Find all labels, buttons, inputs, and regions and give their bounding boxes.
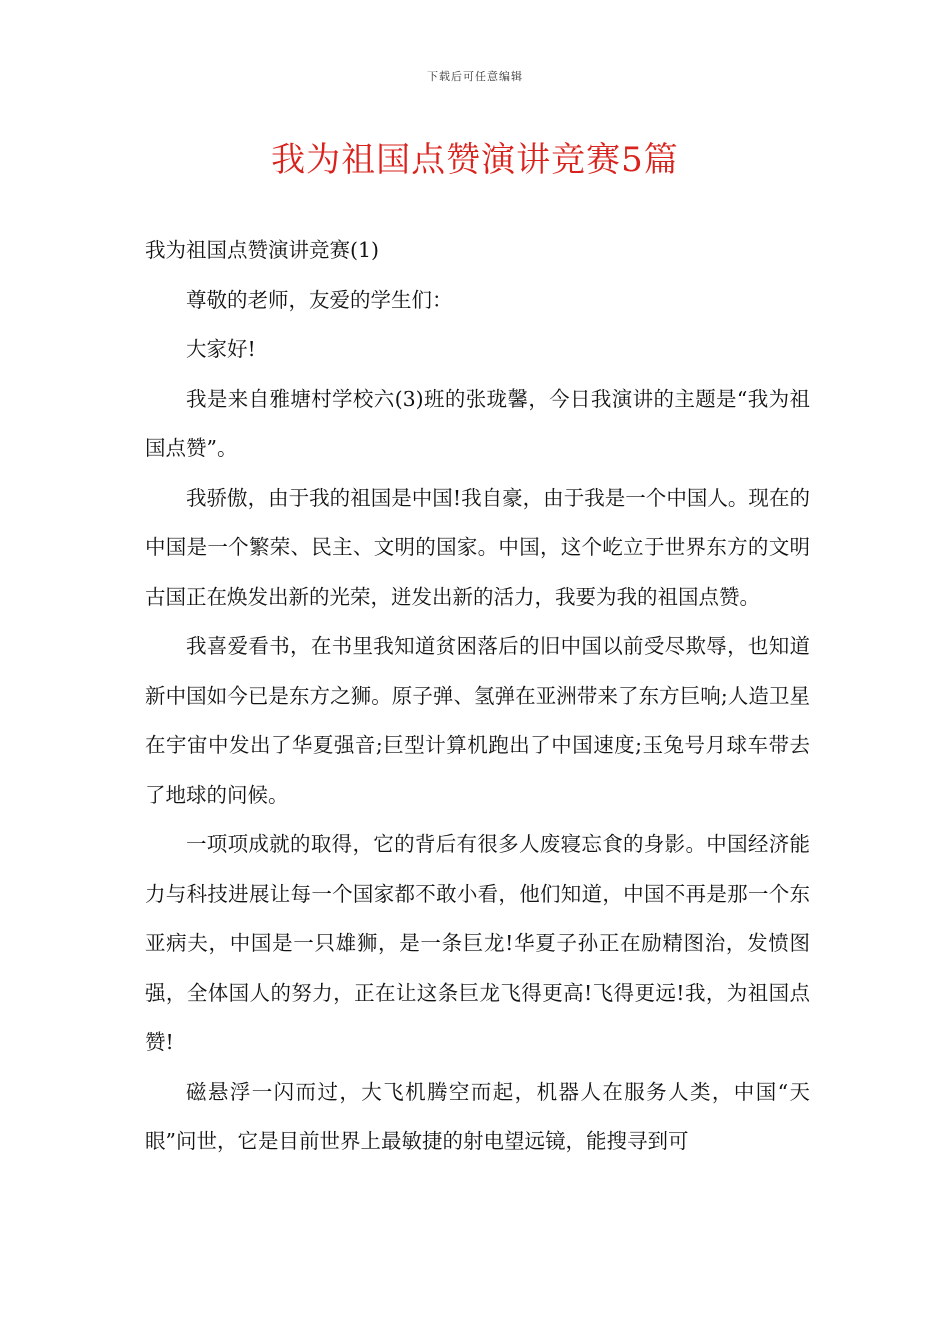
paragraph-greeting: 大家好! xyxy=(186,337,256,361)
paragraph-achievements: 一项项成就的取得，它的背后有很多人废寝忘食的身影。中国经济能力与科技进展让每一个国家都不敢小看，他们知道，中国不再是那一个东亚病夫，中国是一只雄狮，是一条巨龙!华夏子孙正在励精图治，发愤图强，全体国人的努力，正在让这条巨龙飞得更高!飞得更远!我，为祖国点赞! xyxy=(145,832,810,1054)
paragraph-technology: 磁悬浮一闪而过，大飞机腾空而起，机器人在服务人类，中国“天眼”问世，它是目前世界上最敏捷的射电望远镜，能搜寻到可 xyxy=(145,1079,810,1153)
paragraph-greeting-audience: 尊敬的老师，友爱的学生们： xyxy=(186,287,453,312)
paragraph-history: 我喜爱看书，在书里我知道贫困落后的旧中国以前受尽欺辱，也知道新中国如今已是东方之狮。原子弹、氢弹在亚洲带来了东方巨响;人造卫星在宇宙中发出了华夏强音;巨型计算机跑出了中国速度;玉兔号月球车带去了地球的问候。 xyxy=(145,634,810,807)
document-body xyxy=(145,226,810,1167)
section-heading: 我为祖国点赞演讲竞赛(1) xyxy=(145,238,380,262)
paragraph-introduction: 我是来自雅塘村学校六(3)班的张珑馨，今日我演讲的主题是“我为祖国点赞”。 xyxy=(145,386,810,460)
document-title: 我为祖国点赞演讲竞赛5篇 xyxy=(271,140,679,180)
paragraph-pride: 我骄傲，由于我的祖国是中国!我自豪，由于我是一个中国人。现在的中国是一个繁荣、民主、文明的国家。中国，这个屹立于世界东方的文明古国正在焕发出新的光荣，迸发出新的活力，我要为我的祖国点赞。 xyxy=(145,485,810,609)
header-note: 下载后可任意编辑 xyxy=(427,70,523,83)
